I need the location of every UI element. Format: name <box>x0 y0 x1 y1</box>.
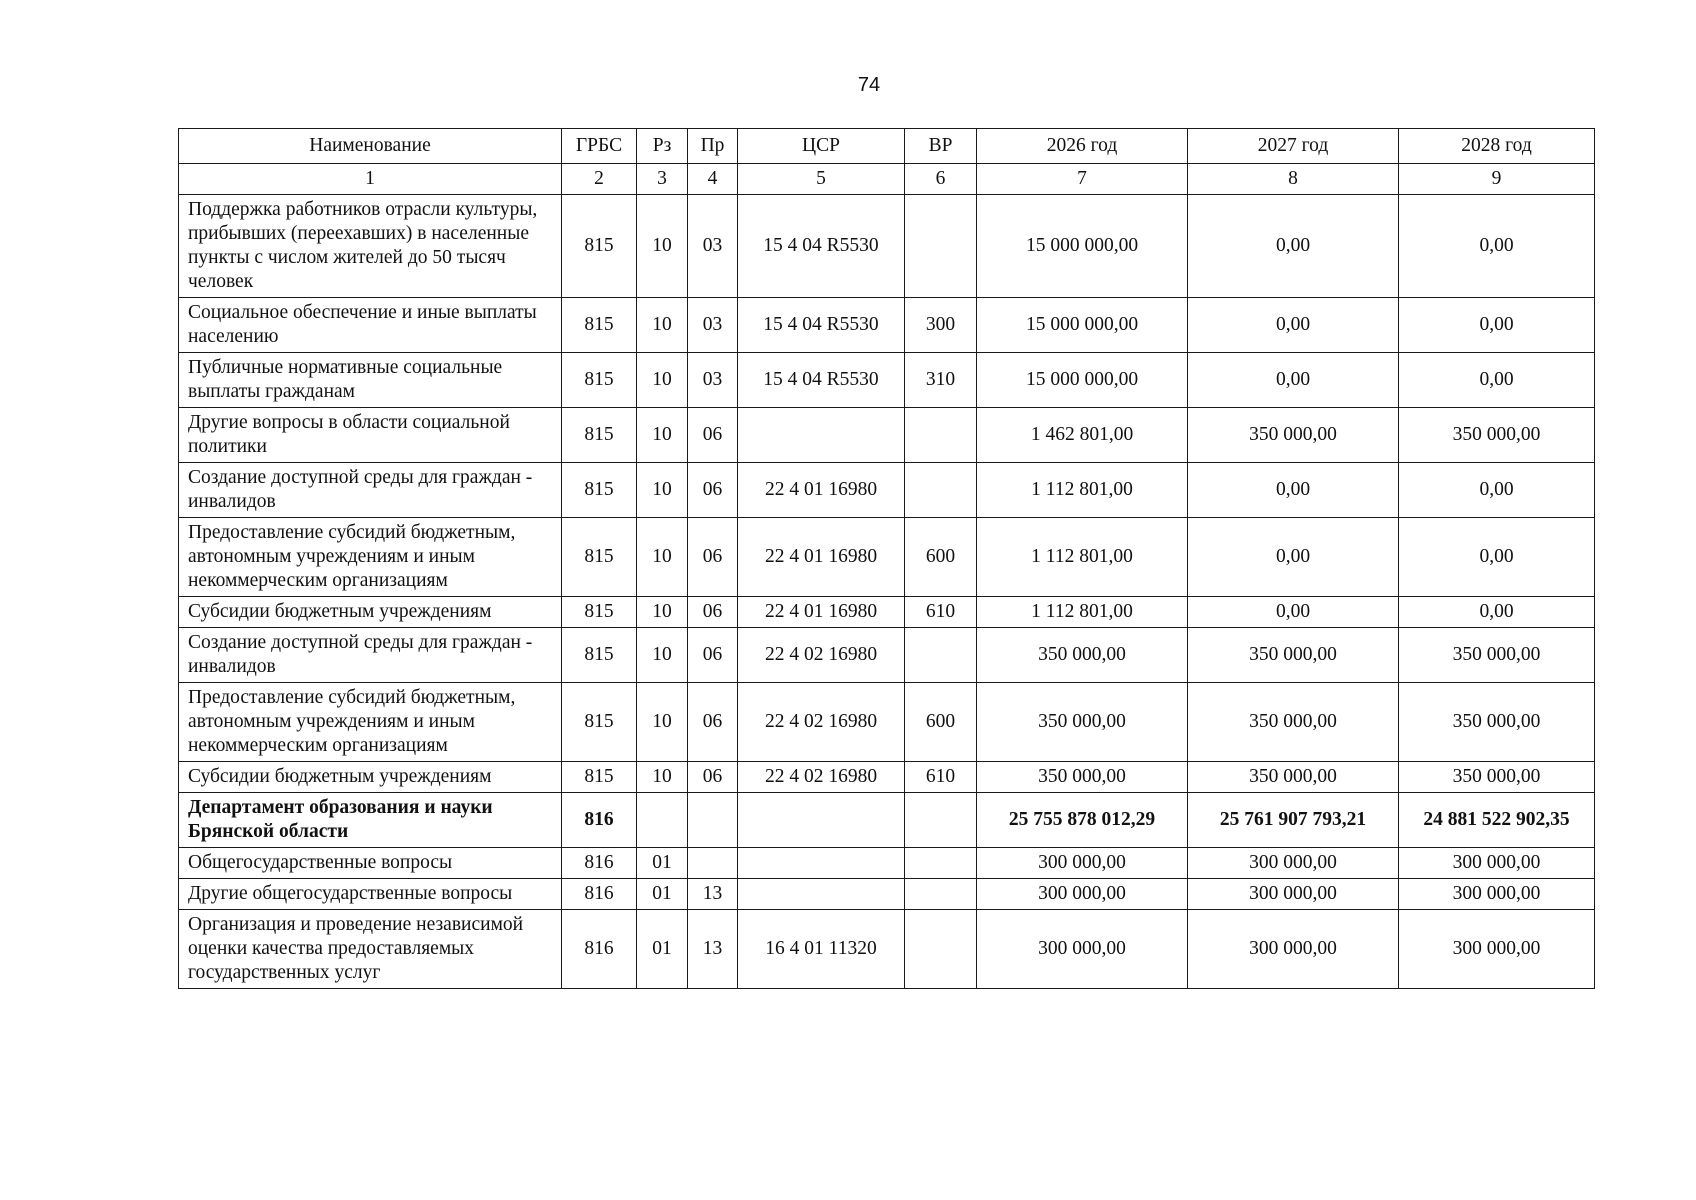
row-amount-2027: 0,00 <box>1188 195 1399 298</box>
table-row <box>179 848 1595 879</box>
row-grbs: 815 <box>562 683 637 762</box>
row-amount-2026: 1 112 801,00 <box>977 463 1188 518</box>
row-pr: 06 <box>688 463 738 518</box>
row-pr: 03 <box>688 195 738 298</box>
row-vr <box>905 463 977 518</box>
row-amount-2028: 350 000,00 <box>1399 762 1595 793</box>
row-amount-2028: 0,00 <box>1399 463 1595 518</box>
header-rz: Рз <box>637 129 688 164</box>
row-vr <box>905 910 977 989</box>
column-number: 3 <box>637 164 688 195</box>
table-body <box>179 195 1595 989</box>
row-amount-2026: 1 112 801,00 <box>977 597 1188 628</box>
row-grbs: 815 <box>562 628 637 683</box>
row-rz: 10 <box>637 463 688 518</box>
row-grbs: 816 <box>562 910 637 989</box>
column-number: 9 <box>1399 164 1595 195</box>
column-number-row <box>179 164 1595 195</box>
row-name: Общегосударственные вопросы <box>179 848 562 879</box>
row-amount-2027: 0,00 <box>1188 463 1399 518</box>
row-vr <box>905 793 977 848</box>
row-amount-2027: 300 000,00 <box>1188 910 1399 989</box>
column-number: 5 <box>738 164 905 195</box>
row-rz: 10 <box>637 408 688 463</box>
row-rz: 01 <box>637 879 688 910</box>
row-pr: 03 <box>688 353 738 408</box>
row-grbs: 815 <box>562 408 637 463</box>
row-pr: 06 <box>688 762 738 793</box>
row-rz: 10 <box>637 683 688 762</box>
row-name: Социальное обеспечение и иные выплаты населению <box>179 298 562 353</box>
table-row <box>179 597 1595 628</box>
row-amount-2028: 300 000,00 <box>1399 848 1595 879</box>
row-amount-2028: 0,00 <box>1399 353 1595 408</box>
row-csr: 22 4 01 16980 <box>738 597 905 628</box>
row-amount-2026: 1 112 801,00 <box>977 518 1188 597</box>
row-amount-2027: 300 000,00 <box>1188 879 1399 910</box>
row-amount-2028: 300 000,00 <box>1399 910 1595 989</box>
row-amount-2027: 0,00 <box>1188 353 1399 408</box>
header-grbs: ГРБС <box>562 129 637 164</box>
table-row <box>179 628 1595 683</box>
row-amount-2028: 350 000,00 <box>1399 683 1595 762</box>
row-name: Создание доступной среды для граждан - инвалидов <box>179 628 562 683</box>
row-rz <box>637 793 688 848</box>
row-amount-2028: 0,00 <box>1399 597 1595 628</box>
row-rz: 10 <box>637 353 688 408</box>
table-row <box>179 195 1595 298</box>
row-amount-2028: 300 000,00 <box>1399 879 1595 910</box>
row-amount-2027: 0,00 <box>1188 518 1399 597</box>
row-name: Предоставление субсидий бюджетным, автономным учреждениям и иным некоммерческим организациям <box>179 683 562 762</box>
row-vr: 610 <box>905 597 977 628</box>
row-pr: 06 <box>688 408 738 463</box>
row-csr: 16 4 01 11320 <box>738 910 905 989</box>
row-grbs: 816 <box>562 793 637 848</box>
row-amount-2026: 25 755 878 012,29 <box>977 793 1188 848</box>
row-csr: 22 4 01 16980 <box>738 518 905 597</box>
row-name: Создание доступной среды для граждан - инвалидов <box>179 463 562 518</box>
row-csr: 15 4 04 R5530 <box>738 298 905 353</box>
row-amount-2026: 1 462 801,00 <box>977 408 1188 463</box>
row-amount-2026: 350 000,00 <box>977 683 1188 762</box>
row-csr <box>738 879 905 910</box>
row-rz: 10 <box>637 762 688 793</box>
row-csr: 15 4 04 R5530 <box>738 195 905 298</box>
row-vr <box>905 879 977 910</box>
row-vr <box>905 408 977 463</box>
row-amount-2027: 350 000,00 <box>1188 762 1399 793</box>
row-amount-2026: 300 000,00 <box>977 848 1188 879</box>
row-grbs: 815 <box>562 298 637 353</box>
row-vr: 610 <box>905 762 977 793</box>
row-amount-2026: 300 000,00 <box>977 879 1188 910</box>
row-name: Субсидии бюджетным учреждениям <box>179 762 562 793</box>
budget-table <box>178 128 1595 989</box>
row-amount-2028: 0,00 <box>1399 518 1595 597</box>
row-rz: 10 <box>637 628 688 683</box>
row-csr: 22 4 02 16980 <box>738 683 905 762</box>
row-pr: 03 <box>688 298 738 353</box>
row-amount-2027: 0,00 <box>1188 298 1399 353</box>
row-rz: 10 <box>637 298 688 353</box>
row-rz: 10 <box>637 518 688 597</box>
header-name: Наименование <box>179 129 562 164</box>
row-grbs: 815 <box>562 195 637 298</box>
header-row <box>179 129 1595 164</box>
row-amount-2027: 350 000,00 <box>1188 683 1399 762</box>
row-rz: 10 <box>637 597 688 628</box>
row-vr <box>905 195 977 298</box>
header-2027: 2027 год <box>1188 129 1399 164</box>
row-amount-2028: 350 000,00 <box>1399 408 1595 463</box>
header-2028: 2028 год <box>1399 129 1595 164</box>
row-amount-2028: 350 000,00 <box>1399 628 1595 683</box>
row-name: Поддержка работников отрасли культуры, прибывших (переехавших) в населенные пункты с числом жителей до 50 тысяч человек <box>179 195 562 298</box>
row-grbs: 815 <box>562 597 637 628</box>
row-name: Организация и проведение независимой оценки качества предоставляемых государственных услуг <box>179 910 562 989</box>
row-amount-2026: 15 000 000,00 <box>977 195 1188 298</box>
column-number: 6 <box>905 164 977 195</box>
row-vr <box>905 848 977 879</box>
table-row <box>179 910 1595 989</box>
row-pr: 06 <box>688 628 738 683</box>
table-row <box>179 683 1595 762</box>
table-row <box>179 518 1595 597</box>
row-amount-2026: 15 000 000,00 <box>977 353 1188 408</box>
row-csr: 22 4 01 16980 <box>738 463 905 518</box>
row-pr: 13 <box>688 879 738 910</box>
table-row <box>179 879 1595 910</box>
row-vr <box>905 628 977 683</box>
row-pr: 06 <box>688 518 738 597</box>
row-rz: 01 <box>637 848 688 879</box>
row-name: Департамент образования и науки Брянской области <box>179 793 562 848</box>
row-amount-2028: 24 881 522 902,35 <box>1399 793 1595 848</box>
table-row <box>179 408 1595 463</box>
column-number: 4 <box>688 164 738 195</box>
header-pr: Пр <box>688 129 738 164</box>
table-row <box>179 762 1595 793</box>
row-amount-2028: 0,00 <box>1399 195 1595 298</box>
row-amount-2027: 25 761 907 793,21 <box>1188 793 1399 848</box>
row-csr: 22 4 02 16980 <box>738 628 905 683</box>
row-vr: 310 <box>905 353 977 408</box>
row-rz: 01 <box>637 910 688 989</box>
column-number: 8 <box>1188 164 1399 195</box>
row-amount-2027: 300 000,00 <box>1188 848 1399 879</box>
row-name: Другие общегосударственные вопросы <box>179 879 562 910</box>
column-number: 1 <box>179 164 562 195</box>
row-pr: 13 <box>688 910 738 989</box>
table-row <box>179 298 1595 353</box>
row-pr <box>688 793 738 848</box>
row-amount-2026: 15 000 000,00 <box>977 298 1188 353</box>
row-csr <box>738 848 905 879</box>
row-amount-2026: 350 000,00 <box>977 628 1188 683</box>
page-number: 74 <box>857 74 881 96</box>
row-grbs: 816 <box>562 848 637 879</box>
row-grbs: 815 <box>562 762 637 793</box>
row-name: Публичные нормативные социальные выплаты гражданам <box>179 353 562 408</box>
row-amount-2027: 0,00 <box>1188 597 1399 628</box>
table-row <box>179 463 1595 518</box>
row-csr: 15 4 04 R5530 <box>738 353 905 408</box>
row-pr: 06 <box>688 683 738 762</box>
row-grbs: 815 <box>562 353 637 408</box>
row-vr: 600 <box>905 683 977 762</box>
row-amount-2026: 300 000,00 <box>977 910 1188 989</box>
column-number: 7 <box>977 164 1188 195</box>
row-csr <box>738 408 905 463</box>
row-amount-2027: 350 000,00 <box>1188 628 1399 683</box>
row-pr <box>688 848 738 879</box>
row-grbs: 816 <box>562 879 637 910</box>
header-csr: ЦСР <box>738 129 905 164</box>
row-name: Другие вопросы в области социальной политики <box>179 408 562 463</box>
header-vr: ВР <box>905 129 977 164</box>
row-vr: 300 <box>905 298 977 353</box>
table-row <box>179 793 1595 848</box>
row-csr: 22 4 02 16980 <box>738 762 905 793</box>
row-vr: 600 <box>905 518 977 597</box>
row-rz: 10 <box>637 195 688 298</box>
row-amount-2027: 350 000,00 <box>1188 408 1399 463</box>
row-name: Субсидии бюджетным учреждениям <box>179 597 562 628</box>
row-pr: 06 <box>688 597 738 628</box>
row-amount-2028: 0,00 <box>1399 298 1595 353</box>
header-2026: 2026 год <box>977 129 1188 164</box>
row-name: Предоставление субсидий бюджетным, автономным учреждениям и иным некоммерческим организациям <box>179 518 562 597</box>
row-csr <box>738 793 905 848</box>
column-number: 2 <box>562 164 637 195</box>
row-grbs: 815 <box>562 463 637 518</box>
table-row <box>179 353 1595 408</box>
row-grbs: 815 <box>562 518 637 597</box>
row-amount-2026: 350 000,00 <box>977 762 1188 793</box>
